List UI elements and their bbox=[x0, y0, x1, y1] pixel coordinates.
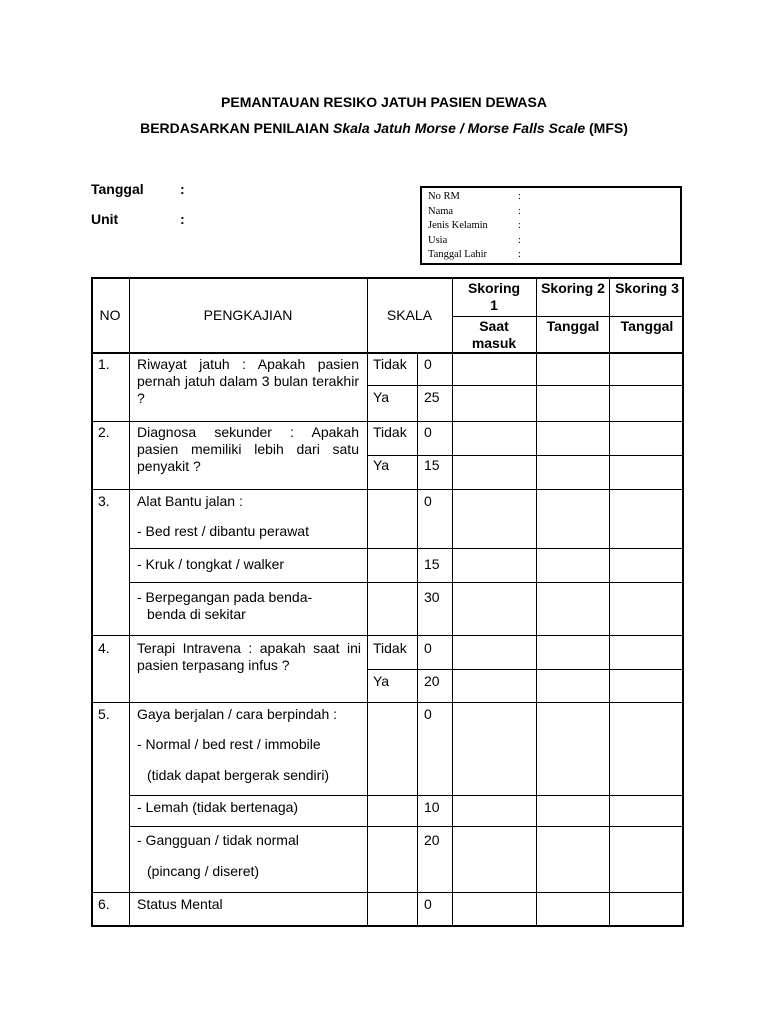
row5-bottom bbox=[91, 892, 684, 893]
row5-option-normal-note: (tidak dapat bergerak sendiri) bbox=[147, 767, 330, 783]
subtitle-suffix: (MFS) bbox=[585, 120, 628, 136]
document-subtitle bbox=[0, 120, 768, 136]
patient-identity-box bbox=[420, 186, 682, 265]
header-sub-line bbox=[452, 316, 684, 317]
row3-bottom bbox=[91, 635, 684, 636]
row5-split-a bbox=[129, 795, 684, 796]
row3-value-0: 0 bbox=[424, 493, 432, 509]
patient-row-tanggal-lahir: Tanggal Lahir : bbox=[428, 249, 521, 261]
header-saat-masuk: Saat masuk bbox=[471, 318, 517, 351]
tanggal-colon: : bbox=[180, 181, 185, 197]
tanggal-label: Tanggal bbox=[91, 181, 144, 197]
row3-no: 3. bbox=[98, 493, 110, 509]
subtitle-scale-name: Skala Jatuh Morse / Morse Falls Scale bbox=[333, 120, 586, 136]
patient-row-usia: Usia : bbox=[428, 234, 521, 246]
subtitle-prefix: BERDASARKAN PENILAIAN bbox=[140, 120, 334, 136]
row2-no: 2. bbox=[98, 424, 110, 440]
row2-bottom bbox=[91, 489, 684, 490]
header-tanggal-3: Tanggal bbox=[620, 318, 674, 334]
header-bottom-line bbox=[91, 352, 684, 354]
header-tanggal-2: Tanggal bbox=[546, 318, 600, 334]
row1-bottom bbox=[91, 421, 684, 422]
patient-row-jenis-kelamin: Jenis Kelamin : bbox=[428, 220, 521, 232]
row3-value-30: 30 bbox=[424, 589, 440, 605]
row6-value-0: 0 bbox=[424, 896, 432, 912]
row3-question: Alat Bantu jalan : bbox=[137, 493, 243, 509]
row3-option-kruk: - Kruk / tongkat / walker bbox=[137, 556, 285, 572]
header-skala: SKALA bbox=[386, 307, 433, 323]
row1-option-ya: Ya bbox=[373, 389, 390, 405]
header-skoring-2: Skoring 2 bbox=[541, 280, 605, 296]
row2-question: Diagnosa sekunder : Apakah pasien memiliki lebih dari satu penyakit ? bbox=[137, 424, 359, 474]
unit-colon: : bbox=[180, 211, 185, 227]
row4-bottom bbox=[91, 702, 684, 703]
row6-question: Status Mental bbox=[137, 896, 223, 912]
unit-label: Unit bbox=[91, 211, 119, 227]
row2-value-0: 0 bbox=[424, 424, 432, 440]
row5-option-gangguan: - Gangguan / tidak normal bbox=[137, 832, 299, 848]
col-divider-no bbox=[129, 277, 130, 927]
row2-split bbox=[367, 455, 684, 456]
row5-split-b bbox=[129, 826, 684, 827]
row4-no: 4. bbox=[98, 640, 110, 656]
col-divider-skala-inner bbox=[417, 353, 418, 927]
patient-row-no-rm: No RM : bbox=[428, 191, 521, 202]
row2-option-tidak: Tidak bbox=[373, 424, 407, 440]
header-pengkajian: PENGKAJIAN bbox=[203, 307, 293, 323]
row3-option-berpegangan-cont: benda di sekitar bbox=[147, 606, 246, 622]
row3-option-bed-rest: - Bed rest / dibantu perawat bbox=[137, 523, 309, 539]
row5-value-20: 20 bbox=[424, 832, 440, 848]
patient-row-nama: Nama : bbox=[428, 205, 521, 217]
row1-split bbox=[367, 385, 684, 386]
header-no: NO bbox=[99, 307, 121, 323]
row5-value-10: 10 bbox=[424, 799, 440, 815]
row3-option-berpegangan: - Berpegangan pada benda- bbox=[137, 589, 313, 605]
row1-no: 1. bbox=[98, 356, 110, 372]
col-divider-skala bbox=[452, 277, 453, 927]
header-skoring-3: Skoring 3 bbox=[615, 280, 679, 296]
row6-no: 6. bbox=[98, 896, 110, 912]
row4-value-20: 20 bbox=[424, 673, 440, 689]
row5-option-lemah: - Lemah (tidak bertenaga) bbox=[137, 799, 299, 815]
row1-option-tidak: Tidak bbox=[373, 356, 407, 372]
row5-value-0: 0 bbox=[424, 706, 432, 722]
header-skoring-1: Skoring 1 bbox=[467, 280, 521, 313]
row4-option-tidak: Tidak bbox=[373, 640, 407, 656]
row1-value-0: 0 bbox=[424, 356, 432, 372]
row1-question: Riwayat jatuh : Apakah pasien pernah jatuh dalam 3 bulan terakhir ? bbox=[137, 356, 359, 406]
row5-option-normal: - Normal / bed rest / immobile bbox=[137, 736, 321, 752]
row2-option-ya: Ya bbox=[373, 457, 390, 473]
col-divider-skoring1 bbox=[536, 277, 537, 927]
row5-question: Gaya berjalan / cara berpindah : bbox=[137, 706, 338, 722]
row3-split-a bbox=[129, 548, 684, 549]
row4-option-ya: Ya bbox=[373, 673, 390, 689]
row4-value-0: 0 bbox=[424, 640, 432, 656]
row3-value-15: 15 bbox=[424, 556, 440, 572]
col-divider-pengkajian bbox=[367, 277, 368, 927]
row4-split bbox=[367, 669, 684, 670]
row5-option-gangguan-note: (pincang / diseret) bbox=[147, 863, 260, 879]
row3-split-b bbox=[129, 582, 684, 583]
row1-value-25: 25 bbox=[424, 389, 440, 405]
col-divider-skoring2 bbox=[609, 277, 610, 927]
row2-value-15: 15 bbox=[424, 457, 440, 473]
row5-no: 5. bbox=[98, 706, 110, 722]
row4-question: Terapi Intravena : apakah saat ini pasien terpasang infus ? bbox=[137, 640, 361, 673]
document-title: PEMANTAUAN RESIKO JATUH PASIEN DEWASA bbox=[221, 94, 547, 110]
